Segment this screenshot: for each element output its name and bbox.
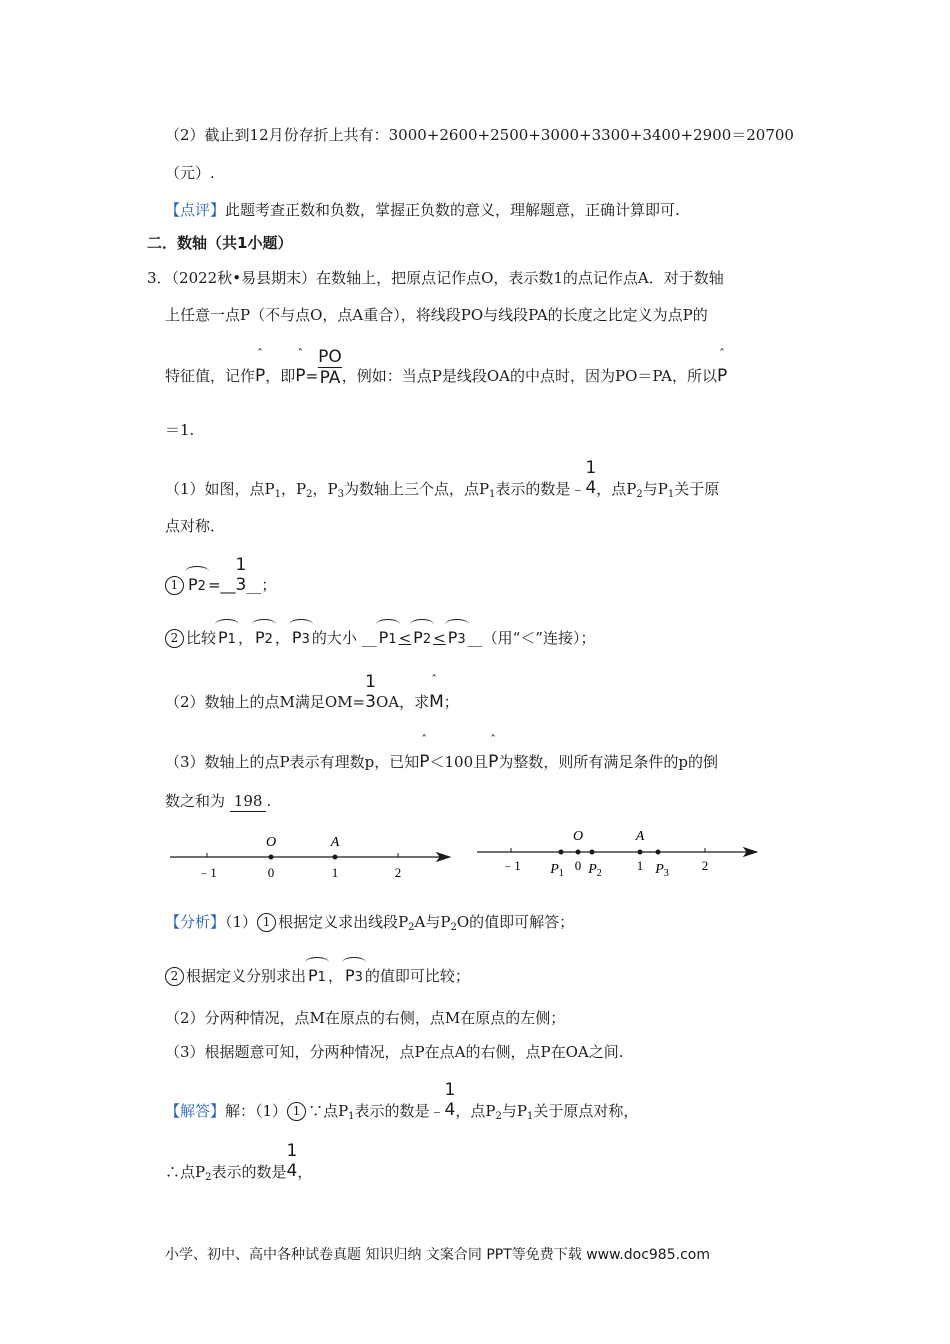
fraction-1-4 (585, 458, 596, 498)
denominator: 4 (444, 1100, 456, 1120)
p-hat: ˆ P (255, 366, 265, 386)
circled-number: 1 (257, 913, 276, 932)
tick-1: 1 (331, 865, 339, 880)
text: ，P (312, 480, 338, 498)
arc-mark (445, 619, 469, 630)
sub: 1 (489, 489, 496, 500)
comment-tag: 【点评】 (165, 201, 226, 219)
numerator: 1 (235, 555, 247, 575)
sub: 2 (197, 579, 206, 594)
sub: 2 (306, 489, 313, 500)
p: P (218, 628, 228, 647)
sub: 2 (636, 489, 643, 500)
arc-p3 (446, 628, 468, 650)
sub: 2 (422, 632, 432, 647)
p: P (413, 628, 423, 647)
sub: 1 (317, 970, 326, 985)
text: __； (246, 576, 277, 594)
text: 根据定义分别求出 (186, 967, 307, 985)
question-p (165, 752, 718, 772)
arc-mark (185, 566, 209, 577)
text: 数之和为 (165, 792, 226, 810)
fraction-1-4 (286, 1141, 297, 1181)
label-p: P (550, 862, 559, 877)
arc-mark (410, 619, 434, 630)
fraction-1-3 (365, 672, 376, 712)
p: P (291, 628, 302, 647)
tick-0: 0 (574, 858, 582, 873)
line-deposit-total: （2）截止到12月份存折上共有：3000+2600+2500+3000+3300+3400+2900＝20700 (165, 126, 794, 144)
fraction-1-4 (445, 1080, 456, 1120)
arc-mark (289, 619, 313, 630)
numerator: 1 (286, 1141, 298, 1161)
sub: 2 (205, 1172, 212, 1183)
tick-2: 2 (701, 858, 709, 873)
label-sub: 3 (663, 868, 669, 879)
solution-tag: 【解答】 (165, 1102, 226, 1120)
label-sub: 1 (558, 868, 564, 879)
text: __（用“＜”连接）； (467, 629, 596, 647)
numerator: 1 (365, 672, 376, 692)
p: P (308, 966, 318, 985)
tick-0: 0 (267, 865, 275, 880)
line-yuan: （元）. (165, 164, 215, 182)
text: __ (361, 629, 377, 647)
denominator: 3 (235, 575, 247, 595)
problem-3-line-3 (165, 346, 728, 388)
arc-mark (252, 619, 276, 630)
arc-p3 (343, 966, 365, 988)
p: P (254, 628, 265, 647)
p: P (344, 966, 355, 985)
arc-p3 (290, 628, 312, 650)
page-footer: 小学、初中、高中各种试卷真题 知识归纳 文案合同 PPT等免费下载 www.doc985.com (165, 1247, 710, 1263)
text: （2）数轴上的点M满足OM= (165, 693, 366, 711)
circled-number: 2 (165, 629, 184, 648)
text: ＜100且 (429, 753, 489, 771)
p-hat: ˆ P (717, 366, 727, 386)
arc-p1 (216, 628, 238, 650)
arc-mark (376, 619, 400, 630)
text: 表示的数是﹣ (354, 1102, 445, 1120)
tick-minus-1: ﹣1 (501, 858, 521, 873)
text: 的值即可比较； (364, 967, 470, 985)
analysis-line-3: （2）分两种情况，点M在原点的右侧，点M在原点的左侧； (165, 1009, 566, 1027)
question-1 (165, 555, 277, 597)
arc-p2 (411, 628, 433, 650)
text: A与P (414, 913, 451, 931)
sub: 1 (388, 632, 397, 647)
sub: 1 (667, 489, 675, 500)
part-1-intro-cont: 点对称． (165, 517, 226, 535)
text: 表示的数是 (211, 1163, 287, 1181)
fraction-po-pa (318, 347, 342, 388)
section-heading: 二．数轴（共1小题） (147, 234, 293, 252)
circled-number: 2 (165, 967, 184, 986)
text: ∵点P (308, 1102, 349, 1120)
text: 关于原 (674, 480, 720, 498)
problem-3-line-1: 3．（2022秋•易县期末）在数轴上，把原点记作点O，表示数1的点记作点A．对于数轴 (147, 269, 724, 287)
p-hat: ˆ P (488, 752, 498, 772)
label-p: P (588, 862, 597, 877)
arc-mark (215, 619, 239, 630)
text: ，例如：当点P是线段OA的中点时，因为PO＝PA，所以 (341, 367, 717, 385)
label-sub: 2 (596, 868, 602, 879)
text: （3）数轴上的点P表示有理数p，已知 (165, 753, 420, 771)
question-om (165, 672, 459, 712)
sub: 2 (495, 1111, 502, 1122)
number-line-left (170, 835, 450, 880)
solution-line-2 (165, 1141, 313, 1188)
text: 特征值，记作 (165, 367, 256, 385)
sub: 2 (450, 922, 457, 933)
text: 比较 (186, 629, 217, 647)
denominator: PA (319, 367, 341, 388)
question-p-cont (165, 791, 271, 812)
number-line-figures (165, 825, 765, 885)
text: 的大小 (311, 629, 357, 647)
solution-line-1 (165, 1080, 639, 1127)
point-a (638, 850, 643, 855)
label-o: O (572, 829, 584, 844)
text: OA，求 (375, 693, 430, 711)
sub: 1 (274, 489, 282, 500)
numerator: PO (318, 346, 342, 367)
text: 与P (642, 480, 668, 498)
point-o (576, 850, 581, 855)
sub: 3 (457, 632, 466, 647)
tick-minus-1: ﹣1 (197, 865, 217, 880)
sub: 3 (337, 489, 344, 500)
problem-3-line-4: ＝1. (165, 421, 195, 439)
problem-3-line-2: 上任意一点P（不与点O，点A重合），将线段PO与线段PA的长度之比定义为点P的 (165, 306, 708, 324)
text: ∴点P (165, 1163, 206, 1181)
comment-text: 此题考查正数和负数，掌握正负数的意义，理解题意，正确计算即可. (225, 201, 680, 219)
denominator: 4 (286, 1161, 298, 1181)
text: =__ (207, 576, 236, 594)
text: 关于原点对称， (533, 1102, 639, 1120)
m-hat: ˆ M (429, 692, 444, 712)
arc-p1 (377, 628, 399, 650)
less-than: < (398, 629, 412, 647)
text: ，即 (265, 367, 296, 385)
answer-blank: 198 (230, 791, 267, 812)
text: 解：（1） (225, 1102, 288, 1120)
sub: 3 (354, 970, 363, 985)
analysis-tag: 【分析】 (165, 913, 226, 931)
p: P (447, 628, 458, 647)
text: ； (443, 693, 459, 711)
line-comment (165, 200, 680, 220)
point-p3 (656, 850, 661, 855)
text: 为整数，则所有满足条件的p的倒 (498, 753, 719, 771)
point-a (333, 855, 338, 860)
text: （1）如图，点P (165, 480, 275, 498)
text: （1） (225, 913, 258, 931)
sub: 2 (264, 632, 273, 647)
p-hat: ˆ P (295, 366, 305, 386)
point-o (269, 855, 274, 860)
tick-2: 2 (394, 865, 402, 880)
text: ，点P (596, 480, 637, 498)
arc-mark (342, 957, 366, 968)
p: P (188, 575, 198, 594)
text: . (266, 792, 272, 810)
arc-p2 (186, 575, 208, 597)
text: O的值即可解答； (456, 913, 575, 931)
numerator: 1 (444, 1080, 456, 1100)
sub: 2 (408, 922, 415, 933)
sub: 3 (301, 632, 310, 647)
text: ，点P (455, 1102, 496, 1120)
point-p1 (559, 850, 564, 855)
sub: 1 (348, 1111, 355, 1122)
analysis-line-2: 2 根据定义分别求出 P1 ， P3 的值即可比较； (165, 966, 470, 988)
less-than: < (433, 629, 446, 647)
p-hat: ˆ P (419, 752, 429, 772)
analysis-line-1 (165, 912, 574, 938)
number-line-right (477, 829, 757, 879)
text: ， (297, 1163, 313, 1181)
numerator: 1 (585, 458, 597, 478)
sub: 1 (526, 1111, 534, 1122)
arc-mark (305, 957, 329, 968)
label-a: A (635, 829, 645, 844)
label-p3 (654, 862, 669, 879)
analysis-line-4: （3）根据题意可知，分两种情况，点P在点A的右侧，点P在OA之间. (165, 1043, 624, 1061)
arc-p1 (306, 966, 328, 988)
fraction-answer-1-3 (236, 555, 247, 595)
question-2: 2 比较 P1 ， P2 ， P3 的大小 __ P1 < P2 < P3 __（用“＜”连接）； (165, 628, 595, 650)
denominator: 3 (365, 692, 376, 712)
point-p2 (590, 850, 595, 855)
text: 表示的数是﹣ (495, 480, 586, 498)
equals: = (305, 367, 319, 385)
label-a: A (330, 835, 340, 850)
part-1-intro (165, 458, 720, 505)
denominator: 4 (585, 478, 597, 498)
text: ，P (281, 480, 307, 498)
tick-1: 1 (636, 858, 644, 873)
circled-number: 1 (287, 1102, 306, 1121)
p: P (378, 628, 389, 647)
label-p2 (587, 862, 602, 879)
label-p1 (549, 862, 564, 879)
text: 为数轴上三个点，点P (343, 480, 490, 498)
text: 与P (501, 1102, 527, 1120)
label-p: P (655, 862, 664, 877)
circled-number: 1 (165, 576, 184, 595)
arc-p2 (253, 628, 275, 650)
text: 根据定义求出线段P (278, 913, 409, 931)
label-o: O (265, 835, 277, 850)
sub: 1 (227, 632, 236, 647)
